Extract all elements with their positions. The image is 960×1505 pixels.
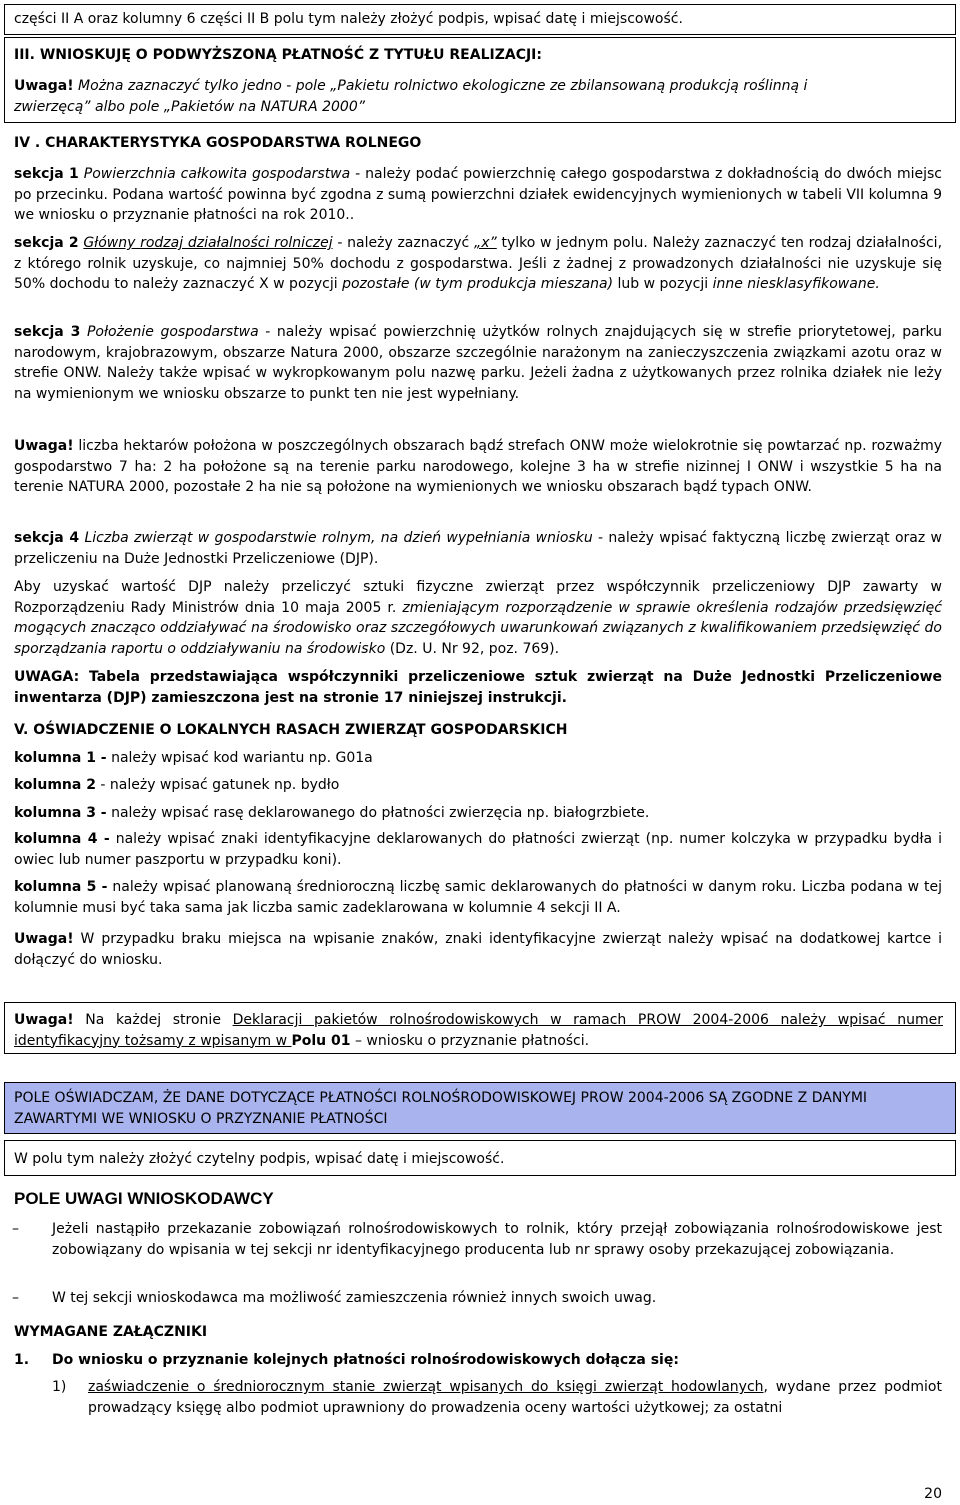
signature-instructions: W polu tym należy złożyć czytelny podpis, wpisać datę i miejscowość.	[14, 1151, 505, 1167]
signature-box	[4, 1140, 956, 1176]
section-4-djp-text: Aby uzyskać wartość DJP należy przeliczyć sztuki fizyczne zwierząt przez współczynnik przeliczeniowy DJP zawarty w Rozporządzeniu Rady Ministrów dnia 10 maja 2005 r. zmieniającym rozporządzenie w sprawie określenia rodzajów przedsięwzięć mogących znacząco oddziaływać na środowisko oraz szczegółowych uwarunkowań związanych z kwalifikowaniem przedsięwzięć do sporządzania raportu o oddziaływaniu na środowisko (Dz. U. Nr 92, poz. 769).	[14, 579, 942, 657]
note-box	[4, 1002, 956, 1054]
section-3-heading: III. WNIOSKUJĘ O PODWYŻSZONĄ PŁATNOŚĆ Z TYTUŁU REALIZACJI:	[14, 47, 542, 63]
section-4-sekcja-4: sekcja 4 Liczba zwierząt w gospodarstwie rolnym, na dzień wypełniania wniosku - należy wpisać faktyczną liczbę zwierząt oraz w przeliczeniu na Duże Jednostki Przeliczeniowe (DJP).	[14, 530, 942, 567]
page-number: 20	[924, 1486, 942, 1502]
uwagi-heading: POLE UWAGI WNIOSKODAWCY	[14, 1189, 274, 1208]
section-3-line-1	[14, 76, 937, 97]
kolumna-4: kolumna 4 - należy wpisać znaki identyfikacyjne deklarowanych do płatności zwierząt (np. numer kolczyka w przypadku bydła i owiec lub numer paszportu w przypadku koni).	[14, 831, 943, 868]
section-3-box	[4, 37, 956, 123]
kolumna-5: kolumna 5 - należy wpisać planowaną średnioroczną liczbę samic deklarowanych do płatności w danym roku. Liczba podana w tej kolumnie musi być taka sama jak liczba samic zadeklarowana w kolumnie 4 sekcji II A.	[14, 879, 942, 916]
kolumna-1: kolumna 1 - należy wpisać kod wariantu np. G01a	[14, 750, 373, 766]
section-4-sekcja-3: sekcja 3 Położenie gospodarstwa - należy wpisać powierzchnię użytków rolnych znajdujących się w strefie priorytetowej, parku narodowym, krajobrazowym, obszarze Natura 2000, obszarze szczególnie narażonym na zanieczyszczenia związkami azotu oraz w strefie ONW. Należy także wpisać w wykropkowanym polu nazwę parku. Jeżeli żadna z użytkowanych przez rolnika działek nie leży na wymienionym we wniosku obszarze to punkt ten nie jest wypełniany.	[14, 324, 942, 402]
kolumna-3: kolumna 3 - należy wpisać rasę deklarowanego do płatności zwierzęcia np. białogrzbiete.	[14, 805, 650, 821]
kolumna-2: kolumna 2 - należy wpisać gatunek np. bydło	[14, 777, 340, 793]
note-box-text: Uwaga! Na każdej stronie Deklaracji pakietów rolnośrodowiskowych w ramach PROW 2004-2006 należy wpisać numer identyfikacyjny tożsamy z wpisanym w Polu 01 – wniosku o przyznanie płatności.	[14, 1012, 943, 1049]
section-3-line-2	[14, 97, 937, 118]
top-box-text: części II A oraz kolumny 6 części II B polu tym należy złożyć podpis, wpisać datę i miejscowość.	[14, 11, 683, 27]
zalaczniki-heading: WYMAGANE ZAŁĄCZNIKI	[14, 1324, 208, 1340]
section-4-uwaga: Uwaga! liczba hektarów położona w poszczególnych obszarach bądź strefach ONW może wielokrotnie się powtarzać np. rozważmy gospodarstwo 7 ha: 2 ha położone są na terenie parku narodowego, kolejne 3 ha w strefie nizinnej I ONW i wszystkie 5 ha na terenie NATURA 2000, pozostałe 2 ha nie są położone na wymienionych we wniosku obszarach bądź typach ONW.	[14, 438, 942, 495]
section-4-sekcja-1: sekcja 1 Powierzchnia całkowita gospodarstwa - należy podać powierzchnię całego gospodarstwa z dokładnością do dwóch miejsc po przecinku. Podana wartość powinna być zgodna z sumą powierzchni działek ewidencyjnych wymienionych w tabeli VII kolumna 9 we wniosku o przyznanie płatności na rok 2010..	[14, 166, 942, 223]
zalaczniki-num-1-1: 1)	[52, 1379, 67, 1395]
section-4-heading: IV . CHARAKTERYSTYKA GOSPODARSTWA ROLNEGO	[14, 135, 422, 151]
uwaga-label: Uwaga!	[14, 78, 74, 94]
top-box	[4, 4, 956, 35]
uwagi-dash-1: –	[12, 1221, 19, 1237]
declaration-blue-box	[4, 1082, 956, 1134]
uwagi-item-1: Jeżeli nastąpiło przekazanie zobowiązań rolnośrodowiskowych to rolnik, który przejął zobowiązania rolnośrodowiskowe jest zobowiązany do wpisania w tej sekcji nr identyfikacyjnego producenta lub nr sprawy osoby przekazującej zobowiązania.	[52, 1221, 942, 1258]
zalaczniki-sub-1: zaświadczenie o średniorocznym stanie zwierząt wpisanych do księgi zwierząt hodowlanych, wydane przez podmiot prowadzący księgę albo podmiot uprawniony do prowadzenia oceny wartości użytkowej; za ostatni	[88, 1379, 942, 1416]
section-4-uwaga-bold: UWAGA: Tabela przedstawiająca współczynniki przeliczeniowe sztuk zwierząt na Duże Jednostki Przeliczeniowe inwentarza (DJP) zamieszczona jest na stronie 17 niniejszej instrukcji.	[14, 669, 942, 706]
zalaczniki-item-1: Do wniosku o przyznanie kolejnych płatności rolnośrodowiskowych dołącza się:	[52, 1352, 679, 1368]
uwagi-dash-2: –	[12, 1290, 19, 1306]
section-5-uwaga: Uwaga! W przypadku braku miejsca na wpisanie znaków, znaki identyfikacyjne zwierząt należy wpisać na dodatkowej kartce i dołączyć do wniosku.	[14, 931, 942, 968]
uwagi-item-2: W tej sekcji wnioskodawca ma możliwość zamieszczenia również innych swoich uwag.	[52, 1290, 657, 1306]
section-3-note-italic: Można zaznaczyć tylko jedno - pole „Pakietu rolnictwo ekologiczne ze zbilansowaną produkcją roślinną i	[73, 78, 808, 94]
zalaczniki-num-1: 1.	[14, 1352, 30, 1368]
section-4-sekcja-2: sekcja 2 Główny rodzaj działalności rolniczej - należy zaznaczyć „x” tylko w jednym polu. Należy zaznaczyć ten rodzaj działalności, z którego rolnik uzyskuje, co najmniej 50% dochodu z gospodarstwa. Jeśli z żadnej z prowadzonych działalności nie uzyskuje się 50% dochodu to należy zaznaczyć X w pozycji pozostałe (w tym produkcja mieszana) lub w pozycji inne niesklasyfikowane.	[14, 235, 943, 292]
section-3-note-italic-2: zwierzęcą” albo pole „Pakietów na NATURA 2000”	[14, 99, 365, 115]
section-5-heading: V. OŚWIADCZENIE O LOKALNYCH RASACH ZWIERZĄT GOSPODARSKICH	[14, 722, 568, 738]
declaration-text: POLE OŚWIADCZAM, ŻE DANE DOTYCZĄCE PŁATNOŚCI ROLNOŚRODOWISKOWEJ PROW 2004-2006 SĄ ZGODNE Z DANYMI ZAWARTYMI WE WNIOSKU O PRZYZNANIE PŁATNOŚCI	[14, 1090, 868, 1127]
